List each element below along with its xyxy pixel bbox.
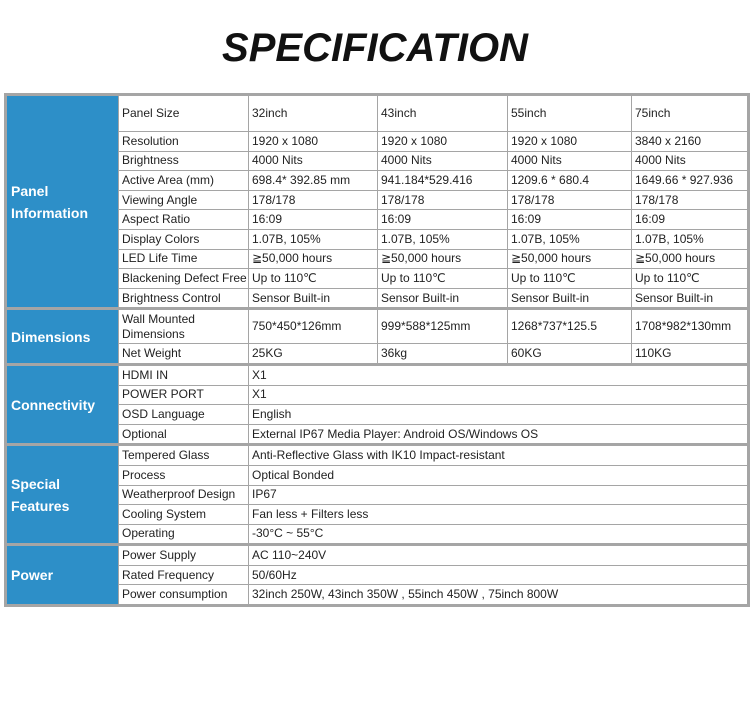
spec-label: Rated Frequency [119,565,249,585]
spec-value: 1.07B, 105% [378,229,508,249]
section-header-label: Connectivity [11,396,96,413]
spec-value: 16:09 [249,210,378,230]
spec-value: 4000 Nits [378,151,508,171]
spec-label: Wall Mounted Dimensions [119,309,249,344]
spec-value: 1268*737*125.5 [508,309,632,344]
spec-label: POWER PORT [119,385,249,405]
spec-value: 178/178 [249,190,378,210]
spec-value: 1.07B, 105% [249,229,378,249]
table-row [6,364,749,385]
spec-value: Fan less + Filters less [249,505,749,525]
page-title: SPECIFICATION [222,26,528,70]
spec-value: 50/60Hz [249,565,749,585]
section-header [6,364,119,444]
spec-value: 750*450*126mm [249,309,378,344]
spec-value: Anti-Reflective Glass with IK10 Impact-resistant [249,445,749,466]
spec-label: Weatherproof Design [119,485,249,505]
spec-value: 16:09 [378,210,508,230]
spec-table [4,93,750,607]
section-header-label: Dimensions [11,328,91,345]
spec-value: Sensor Built-in [632,288,749,309]
spec-value: 4000 Nits [632,151,749,171]
spec-value: 178/178 [378,190,508,210]
spec-label: Aspect Ratio [119,210,249,230]
spec-label: Brightness [119,151,249,171]
spec-label: Power Supply [119,545,249,566]
section-header-label: Panel Information [11,182,88,221]
spec-label: Process [119,465,249,485]
spec-label: Net Weight [119,344,249,365]
spec-value: Up to 110℃ [249,269,378,289]
spec-value: 178/178 [632,190,749,210]
section-header [6,95,119,309]
spec-value: X1 [249,385,749,405]
spec-value: 55inch [508,95,632,132]
spec-value: ≧50,000 hours [632,249,749,269]
spec-value: 110KG [632,344,749,365]
spec-label: Brightness Control [119,288,249,309]
spec-value: English [249,405,749,425]
spec-value: 32inch 250W, 43inch 350W , 55inch 450W , 75inch 800W [249,585,749,606]
spec-value: 698.4* 392.85 mm [249,171,378,191]
spec-label: Panel Size [119,95,249,132]
table-row [6,545,749,566]
spec-label: Resolution [119,132,249,152]
spec-table-body [6,95,749,606]
spec-value: ≧50,000 hours [378,249,508,269]
section-header [6,545,119,606]
spec-value: 1920 x 1080 [378,132,508,152]
spec-value: 1.07B, 105% [632,229,749,249]
spec-value: 1649.66 * 927.936 [632,171,749,191]
spec-value: ≧50,000 hours [508,249,632,269]
spec-label: Tempered Glass [119,445,249,466]
spec-label: Cooling System [119,505,249,525]
spec-value: 1209.6 * 680.4 [508,171,632,191]
spec-value: Up to 110℃ [632,269,749,289]
spec-value: Sensor Built-in [508,288,632,309]
spec-value: 999*588*125mm [378,309,508,344]
spec-label: LED Life Time [119,249,249,269]
spec-value: 75inch [632,95,749,132]
table-row [6,95,749,132]
spec-value: 43inch [378,95,508,132]
spec-value: Up to 110℃ [508,269,632,289]
spec-value: 1.07B, 105% [508,229,632,249]
section-header-label: Special Features [11,475,70,514]
spec-value: Sensor Built-in [378,288,508,309]
spec-value: ≧50,000 hours [249,249,378,269]
spec-label: Viewing Angle [119,190,249,210]
spec-value: 60KG [508,344,632,365]
spec-value: Optical Bonded [249,465,749,485]
section-header-label: Power [11,567,54,584]
section-header [6,445,119,545]
spec-value: -30°C ~ 55°C [249,524,749,545]
spec-value: 941.184*529.416 [378,171,508,191]
spec-value: IP67 [249,485,749,505]
spec-value: X1 [249,364,749,385]
spec-label: Power consumption [119,585,249,606]
section-header [6,309,119,365]
spec-value: 4000 Nits [508,151,632,171]
table-row [6,309,749,344]
spec-value: AC 110~240V [249,545,749,566]
spec-value: Up to 110℃ [378,269,508,289]
spec-label: HDMI IN [119,364,249,385]
spec-value: 3840 x 2160 [632,132,749,152]
spec-value: External IP67 Media Player: Android OS/Windows OS [249,424,749,445]
spec-value: 1708*982*130mm [632,309,749,344]
spec-label: Blackening Defect Free [119,269,249,289]
spec-value: 32inch [249,95,378,132]
spec-label: Operating [119,524,249,545]
spec-label: Display Colors [119,229,249,249]
spec-value: 16:09 [632,210,749,230]
table-row [6,445,749,466]
spec-label: OSD Language [119,405,249,425]
spec-value: 1920 x 1080 [249,132,378,152]
spec-label: Optional [119,424,249,445]
spec-value: 178/178 [508,190,632,210]
spec-value: 16:09 [508,210,632,230]
spec-value: 25KG [249,344,378,365]
spec-value: Sensor Built-in [249,288,378,309]
spec-value: 4000 Nits [249,151,378,171]
spec-label: Active Area (mm) [119,171,249,191]
spec-value: 36kg [378,344,508,365]
spec-value: 1920 x 1080 [508,132,632,152]
